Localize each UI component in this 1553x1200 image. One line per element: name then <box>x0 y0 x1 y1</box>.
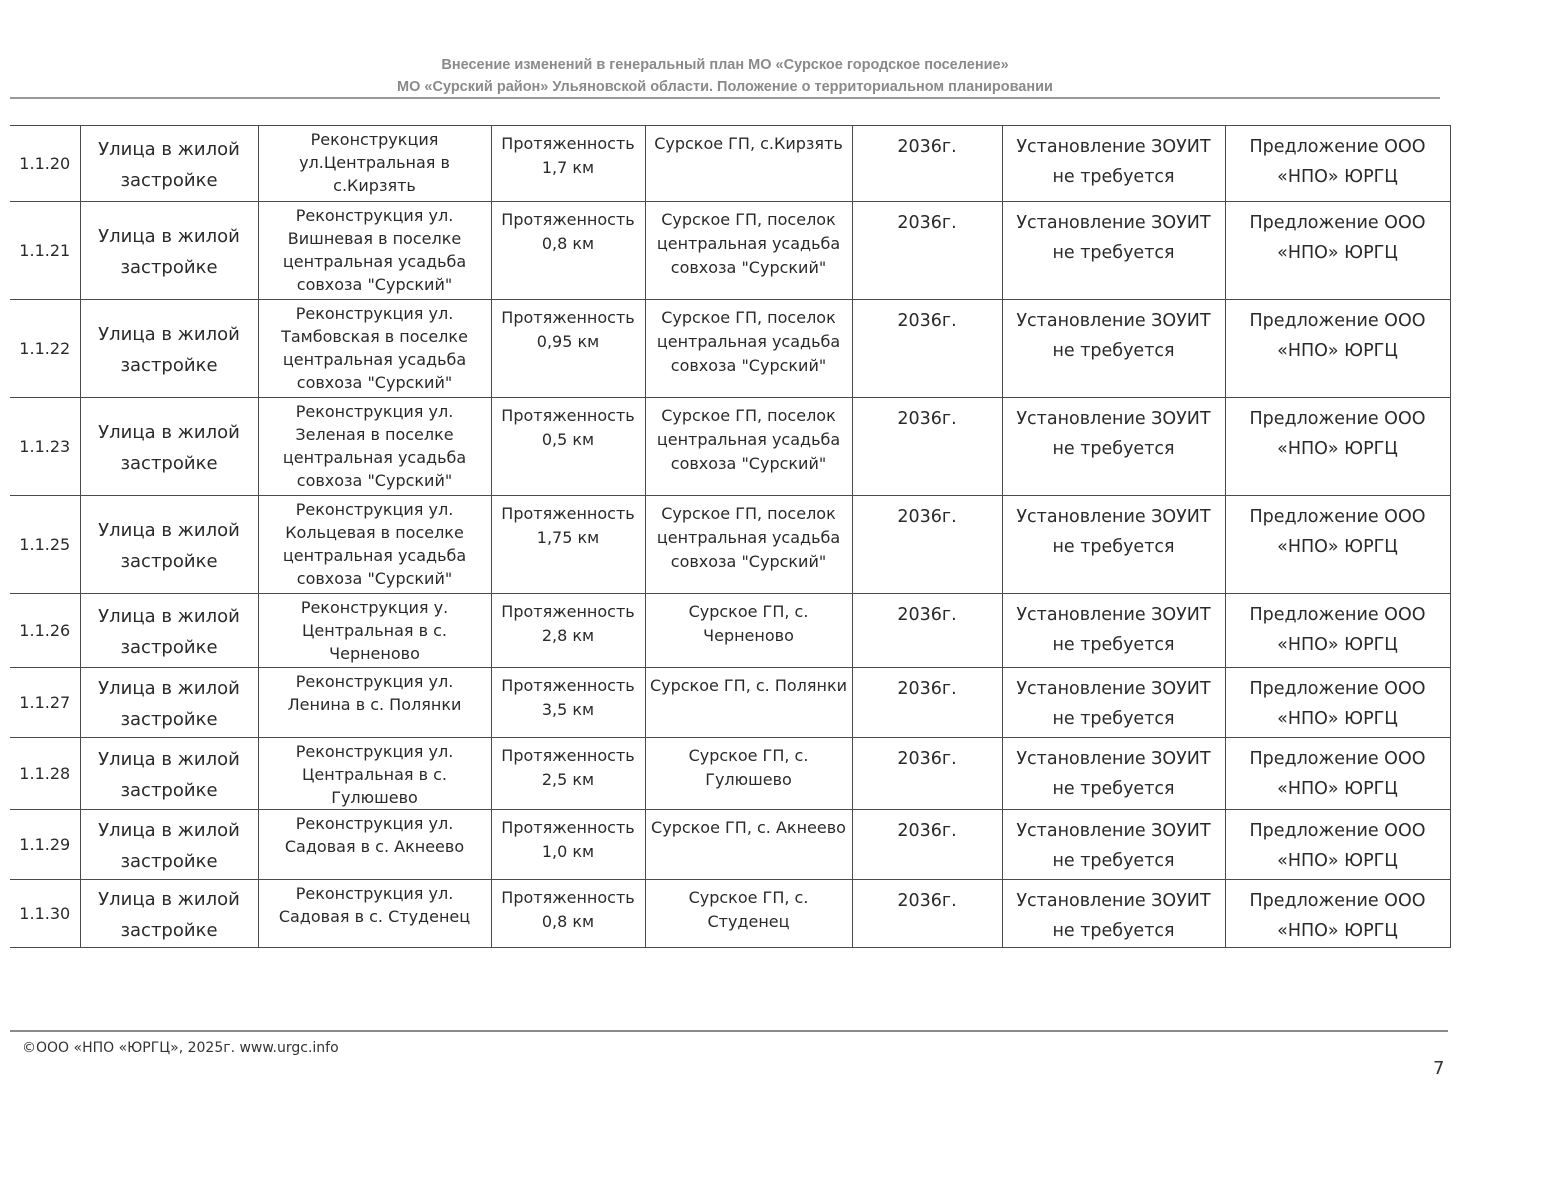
zone-requirement-cell: Установление ЗОУИТ не требуется <box>1002 738 1225 810</box>
object-location-cell: Сурское ГП, с.Кирзять <box>645 126 852 202</box>
object-type-cell: Улица в жилой застройке <box>80 668 258 738</box>
object-name-cell: Реконструкция ул. Вишневая в поселке центральная усадьба совхоза "Сурский" <box>258 202 491 300</box>
header-divider <box>10 97 1440 99</box>
zone-requirement-cell: Установление ЗОУИТ не требуется <box>1002 202 1225 300</box>
object-name-cell: Реконструкция ул. Ленина в с. Полянки <box>258 668 491 738</box>
proposal-source-cell: Предложение ООО «НПО» ЮРГЦ <box>1225 398 1450 496</box>
table-row <box>10 398 1450 496</box>
proposal-source-cell: Предложение ООО «НПО» ЮРГЦ <box>1225 202 1450 300</box>
proposal-source-cell: Предложение ООО «НПО» ЮРГЦ <box>1225 668 1450 738</box>
object-name-cell: Реконструкция ул. Садовая в с. Студенец <box>258 880 491 948</box>
object-length-cell: Протяженность 2,8 км <box>491 594 645 668</box>
implementation-year-cell: 2036г. <box>852 300 1002 398</box>
implementation-year-cell: 2036г. <box>852 594 1002 668</box>
object-location-cell: Сурское ГП, поселок центральная усадьба совхоза "Сурский" <box>645 398 852 496</box>
proposal-source-cell: Предложение ООО «НПО» ЮРГЦ <box>1225 880 1450 948</box>
footer-divider <box>10 1030 1448 1032</box>
header-line-1: Внесение изменений в генеральный план МО «Сурское городское поселение» <box>441 57 1009 73</box>
implementation-year-cell: 2036г. <box>852 738 1002 810</box>
object-length-cell: Протяженность 0,8 км <box>491 880 645 948</box>
planning-table <box>10 125 1451 948</box>
object-type-cell: Улица в жилой застройке <box>80 202 258 300</box>
footer-copyright: ©ООО «НПО «ЮРГЦ», 2025г. www.urgc.info <box>22 1040 339 1056</box>
table-row <box>10 300 1450 398</box>
table-row <box>10 594 1450 668</box>
object-name-cell: Реконструкция ул. Тамбовская в поселке центральная усадьба совхоза "Сурский" <box>258 300 491 398</box>
object-length-cell: Протяженность 1,7 км <box>491 126 645 202</box>
implementation-year-cell: 2036г. <box>852 126 1002 202</box>
zone-requirement-cell: Установление ЗОУИТ не требуется <box>1002 594 1225 668</box>
row-number-cell: 1.1.28 <box>10 738 80 810</box>
table-row <box>10 880 1450 948</box>
table-row <box>10 738 1450 810</box>
zone-requirement-cell: Установление ЗОУИТ не требуется <box>1002 668 1225 738</box>
implementation-year-cell: 2036г. <box>852 398 1002 496</box>
proposal-source-cell: Предложение ООО «НПО» ЮРГЦ <box>1225 594 1450 668</box>
object-type-cell: Улица в жилой застройке <box>80 126 258 202</box>
zone-requirement-cell: Установление ЗОУИТ не требуется <box>1002 300 1225 398</box>
object-type-cell: Улица в жилой застройке <box>80 738 258 810</box>
row-number-cell: 1.1.21 <box>10 202 80 300</box>
zone-requirement-cell: Установление ЗОУИТ не требуется <box>1002 126 1225 202</box>
object-name-cell: Реконструкция у. Центральная в с. Черненово <box>258 594 491 668</box>
object-location-cell: Сурское ГП, поселок центральная усадьба совхоза "Сурский" <box>645 496 852 594</box>
table-row <box>10 668 1450 738</box>
object-length-cell: Протяженность 1,0 км <box>491 810 645 880</box>
object-location-cell: Сурское ГП, с. Гулюшево <box>645 738 852 810</box>
table-body <box>10 126 1450 948</box>
implementation-year-cell: 2036г. <box>852 496 1002 594</box>
object-type-cell: Улица в жилой застройке <box>80 594 258 668</box>
object-location-cell: Сурское ГП, с. Студенец <box>645 880 852 948</box>
object-name-cell: Реконструкция ул. Садовая в с. Акнеево <box>258 810 491 880</box>
table-row <box>10 126 1450 202</box>
header-line-2: МО «Сурский район» Ульяновской области. Положение о территориальном планировании <box>397 79 1053 95</box>
object-length-cell: Протяженность 3,5 км <box>491 668 645 738</box>
row-number-cell: 1.1.23 <box>10 398 80 496</box>
row-number-cell: 1.1.25 <box>10 496 80 594</box>
object-type-cell: Улица в жилой застройке <box>80 810 258 880</box>
row-number-cell: 1.1.22 <box>10 300 80 398</box>
table-row <box>10 202 1450 300</box>
object-name-cell: Реконструкция ул. Центральная в с. Гулюшево <box>258 738 491 810</box>
proposal-source-cell: Предложение ООО «НПО» ЮРГЦ <box>1225 126 1450 202</box>
object-length-cell: Протяженность 0,8 км <box>491 202 645 300</box>
implementation-year-cell: 2036г. <box>852 880 1002 948</box>
zone-requirement-cell: Установление ЗОУИТ не требуется <box>1002 496 1225 594</box>
object-length-cell: Протяженность 0,95 км <box>491 300 645 398</box>
object-location-cell: Сурское ГП, поселок центральная усадьба совхоза "Сурский" <box>645 202 852 300</box>
row-number-cell: 1.1.29 <box>10 810 80 880</box>
implementation-year-cell: 2036г. <box>852 668 1002 738</box>
object-length-cell: Протяженность 1,75 км <box>491 496 645 594</box>
proposal-source-cell: Предложение ООО «НПО» ЮРГЦ <box>1225 300 1450 398</box>
object-type-cell: Улица в жилой застройке <box>80 398 258 496</box>
proposal-source-cell: Предложение ООО «НПО» ЮРГЦ <box>1225 496 1450 594</box>
object-location-cell: Сурское ГП, поселок центральная усадьба совхоза "Сурский" <box>645 300 852 398</box>
zone-requirement-cell: Установление ЗОУИТ не требуется <box>1002 810 1225 880</box>
object-name-cell: Реконструкция ул. Кольцевая в поселке центральная усадьба совхоза "Сурский" <box>258 496 491 594</box>
document-header <box>0 54 1450 98</box>
object-location-cell: Сурское ГП, с. Акнеево <box>645 810 852 880</box>
row-number-cell: 1.1.30 <box>10 880 80 948</box>
object-length-cell: Протяженность 0,5 км <box>491 398 645 496</box>
implementation-year-cell: 2036г. <box>852 202 1002 300</box>
table-row <box>10 810 1450 880</box>
zone-requirement-cell: Установление ЗОУИТ не требуется <box>1002 880 1225 948</box>
object-length-cell: Протяженность 2,5 км <box>491 738 645 810</box>
object-location-cell: Сурское ГП, с. Полянки <box>645 668 852 738</box>
implementation-year-cell: 2036г. <box>852 810 1002 880</box>
object-name-cell: Реконструкция ул. Зеленая в поселке центральная усадьба совхоза "Сурский" <box>258 398 491 496</box>
proposal-source-cell: Предложение ООО «НПО» ЮРГЦ <box>1225 738 1450 810</box>
object-location-cell: Сурское ГП, с. Черненово <box>645 594 852 668</box>
object-type-cell: Улица в жилой застройке <box>80 300 258 398</box>
zone-requirement-cell: Установление ЗОУИТ не требуется <box>1002 398 1225 496</box>
row-number-cell: 1.1.20 <box>10 126 80 202</box>
row-number-cell: 1.1.27 <box>10 668 80 738</box>
object-type-cell: Улица в жилой застройке <box>80 880 258 948</box>
page-number: 7 <box>1433 1058 1445 1079</box>
proposal-source-cell: Предложение ООО «НПО» ЮРГЦ <box>1225 810 1450 880</box>
object-type-cell: Улица в жилой застройке <box>80 496 258 594</box>
row-number-cell: 1.1.26 <box>10 594 80 668</box>
table-row <box>10 496 1450 594</box>
object-name-cell: Реконструкция ул.Центральная в с.Кирзять <box>258 126 491 202</box>
